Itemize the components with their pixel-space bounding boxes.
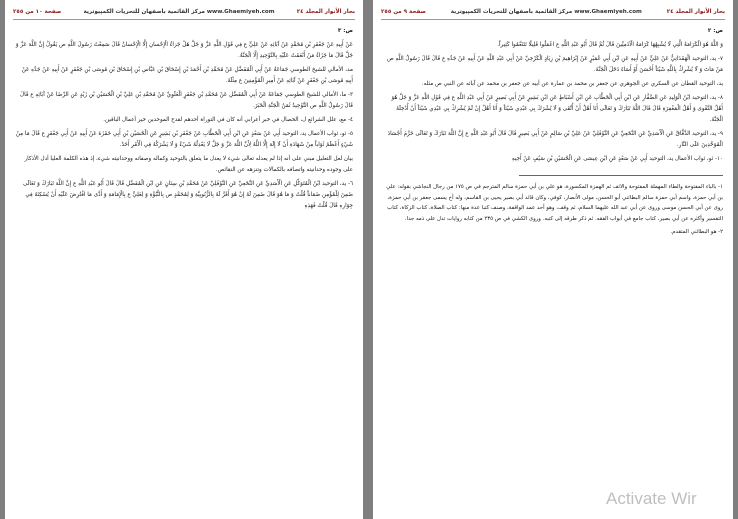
paragraph: ٨- يد، التوحيد ابْنُ الْوَلِيدِ عَنِ الصَّفَّارِ عَنِ ابْنِ أَبِي الْخَطَّابِ عَنِ ابْنِ أَسْبَاطٍ عَنِ ابْنِ بَشِيرٍ عَنْ أَبِي بَصِيرٍ عَنْ أَبِي عَبْدِ اللَّهِ ع فِي قَوْلِ اللَّهِ عَزَّ وَ جَلَّ هُوَ أَهْلُ التَّقْوى وَ أَهْلُ الْمَغْفِرَةِ قَالَ قَالَ اللَّهُ تَبَارَكَ وَ تَعَالَى أَنَا أَهْلٌ أَنْ أُتَّقَى وَ لَا يُشْرَكَ بِي عَبْدِي شَيْئاً وَ أَنَا أَهْلٌ إِنْ لَمْ يُشْرِكْ بِي عَبْدِي شَيْئاً أَنْ أُدْخِلَهُ الْجَنَّةَ. xyxy=(391,95,723,123)
paragraph: ٦- يد، التوحيد ابْنُ الْمُتَوَكِّلِ عَنِ الْأَسَدِيِّ عَنِ النَّخَعِيِّ عَنِ النَّوْفَلِيِّ عَنْ مُحَمَّدِ بْنِ سِنَانٍ عَنِ ابْنِ الْمُفَضَّلِ قَالَ قَالَ أَبُو عَبْدِ اللَّهِ ع إِنَّ اللَّهَ تَبَارَكَ وَ تَعَالَى ضَمِنَ لِلْمُؤْمِنِ ضَمَاناً قُلْتُ وَ مَا هُوَ قَالَ ضَمِنَ لَهُ إِنْ هُوَ أَقَرَّ لَهُ بِالرُّبُوبِيَّةِ وَ لِمُحَمَّدٍ ص بِالنُّبُوَّةِ وَ لِعَلِيٍّ ع بِالْإِمَامَةِ وَ أَدَّى مَا افْتُرِضَ عَلَيْهِ أَنْ يُسْكِنَهُ فِي جِوَارِهِ قَالَ قُلْتُ فَهَذِهِ xyxy=(23,181,353,209)
activation-watermark: Activate Wir xyxy=(606,489,697,508)
paragraph: ٧- يد، التوحيد الْهَمْدَانِيُّ عَنْ عَلِيٍّ عَنْ أَبِيهِ عَنِ ابْنِ أَبِي عُمَيْرٍ عَنْ إِبْرَاهِيمَ بْنِ زِيَادٍ الْكَرْخِيِّ عَنْ أَبِي عَبْدِ اللَّهِ عَنْ أَبِيهِ عَنْ جَدِّهِ ع قَالَ قَالَ رَسُولُ اللَّهِ ص مَنْ مَاتَ وَ لَا يُشْرِكُ بِاللَّهِ شَيْئاً أَحْسَنَ أَوْ أَسَاءَ دَخَلَ الْجَنَّةَ. xyxy=(386,56,723,73)
paragraph: مد، الأمالي للشيخ الطوسي جَمَاعَةٌ عَنْ أَبِي الْمُفَضَّلِ عَنْ مُحَمَّدِ بْنِ أَحْمَدَ بْنِ إِسْحَاقَ بْنِ عَبَّاسِ بْنِ إِسْحَاقَ بْنِ مُوسَى بْنِ جَعْفَرٍ عَنْ أَبِيهِ عَنْ جَدِّهِ عَنْ أَبِيهِ مُوسَى بْنِ جَعْفَرٍ عَنْ آبَائِهِ عَنْ أَمِيرِ الْمُؤْمِنِينَ ع مِثْلَهُ. xyxy=(21,67,353,84)
page-marker: ص: ٢ xyxy=(707,28,723,34)
paragraph: ٩- يد، التوحيد الدَّقَّاقُ عَنِ الْأَسَدِيِّ عَنِ النَّخَعِيِّ عَنِ النَّوْفَلِيِّ عَنْ عَلِيِّ بْنِ سَالِمٍ عَنْ أَبِي بَصِيرٍ قَالَ قَالَ أَبُو عَبْدِ اللَّهِ ع إِنَّ اللَّهَ تَبَارَكَ وَ تَعَالَى حَرَّمَ أَجْسَادَ الْمُوَحِّدِينَ عَلَى النَّارِ. xyxy=(387,131,723,148)
page-header xyxy=(13,5,355,20)
site-name: www.Ghaemiyeh.com مركز القائمية باصفهان للتحريات الكمپيوترية xyxy=(83,9,275,15)
page-body xyxy=(15,26,353,509)
footnote: ١- بالباء المفتوحة والطاء المهملة المفتوحة والائف ثم الهمزة المكسورة، هو علي بن أبي حمزة سالم المترجم في ص ١٧٥ من رجال النجاشي بقوله: علي بن أبي حمزة، واسم أبي حمزة سالم البطائني أبو الحسن، مولى الأنصار، كوفي، وكان قائد أبي بصير يحيى بن القاسم، وله أخ يسمى جعفر بن أبي حمزة، روى عن أبي الحسن موسى وروى عن أبي عبد الله عليهما السلام، ثم وقف، وهو أحد عمد الواقفة، وصنف كتبا عدة منها: كتاب الصلاة، كتاب الزكاة، كتاب التفسير وأكثره عن أبي بصير، كتاب جامع في أبواب الفقه. ثم ذكر طرقه إلى كتبه. وروى الكشي في ص ٢٣٥ من كتابه روايات تدل على ذمه جدا. xyxy=(386,184,723,222)
paragraph: ٤- مع، علل الشرائع ل، الخصال في خبر أعرابي أنه كان في التوراة أحدهم لقدح الموحدين خير أعمال الباقين. xyxy=(103,117,353,123)
site-name: www.Ghaemiyeh.com مركز القائمية باصفهان للتحريات الكمپيوترية xyxy=(450,9,642,15)
book-title: بحار الأنوار المجلد ٢٤ xyxy=(666,9,725,15)
document-page-right xyxy=(373,0,733,519)
document-page-left xyxy=(5,0,363,519)
paragraph: ٣- ما، الأمالي للشيخ الطوسي جَمَاعَةٌ عَنْ أَبِي الْمُفَضَّلِ عَنْ مُحَمَّدِ بْنِ جَعْفَرٍ الْعَلَوِيِّ عَنْ مُحَمَّدِ بْنِ عَلِيِّ بْنِ الْحُسَيْنِ بْنِ زَيْدٍ عَنِ الرِّضَا عَنْ آبَائِهِ ع قَالَ قَالَ رَسُولُ اللَّهِ ص التَّوْحِيدُ ثَمَنُ الْجَنَّةِ الْخَبَرَ. xyxy=(20,92,353,109)
page-marker: ص: ٣ xyxy=(337,28,353,34)
paragraph: عَنْ أَبِيهِ عَنْ جَعْفَرِ بْنِ مُحَمَّدٍ عَنْ آبَائِهِ عَنْ عَلِيٍّ ع فِي قَوْلِ اللَّهِ عَزَّ وَ جَلَّ هَلْ جَزاءُ الْإِحْسانِ إِلَّا الْإِحْسانُ قَالَ سَمِعْتُ رَسُولَ اللَّهِ ص يَقُولُ إِنَّ اللَّهَ عَزَّ وَ جَلَّ قَالَ مَا جَزَاءُ مَنْ أَنْعَمْتُ عَلَيْهِ بِالتَّوْحِيدِ إِلَّا الْجَنَّةُ. xyxy=(15,42,353,59)
book-title: بحار الأنوار المجلد ٢٤ xyxy=(296,9,355,15)
paragraph: بيان لعل التعليل مبني على أنه إذا لم يعدله تعالى شيء لا يعدل ما يتعلق بالتوحيد وكماله وصفاته ووحدانيته شيء، إذ هذه الكلمة العليا أدل الأذكار على وجوده وحدانيته واتصافه بالكمالات وتنزهه عن النقائص. xyxy=(24,156,353,173)
paragraph: وَ اللَّهُ هُوَ الْكَرَامَةُ الَّتِي لَا يُشْبِهُهَا كَرَامَةُ الْآدَمِيِّينَ قَالَ ثُمَّ قَالَ أَبُو عَبْدِ اللَّهِ ع اعْمَلُوا قَلِيلًا تَتَنَعَّمُوا كَثِيراً. xyxy=(497,42,723,48)
footnote-divider xyxy=(519,175,723,176)
paragraph: ٥- ثو، ثواب الأعمال يد، التوحيد أَبِي عَنْ سَعْدٍ عَنِ ابْنِ أَبِي الْخَطَّابِ عَنْ جَعْفَرِ بْنِ بَشِيرٍ عَنِ الْحُسَيْنِ بْنِ أَبِي حَمْزَةَ عَنْ أَبِيهِ عَنْ أَبِي جَعْفَرٍ ع قَالَ مَا مِنْ شَيْءٍ أَعْظَمُ ثَوَاباً مِنْ شَهَادَةِ أَنْ لَا إِلَهَ إِلَّا اللَّهُ لِأَنَّ اللَّهَ عَزَّ وَ جَلَّ لَا يَعْدِلُهُ شَيْءٌ وَ لَا يَشْرَكُهُ فِي الْأَمْرِ أَحَدٌ. xyxy=(15,131,353,148)
page-body xyxy=(383,26,723,509)
paragraph: يد، التوحيد القطان عن السكري عن الجوهري عن جعفر بن محمد بن عمارة عن أبيه عن جعفر بن محمد عن آبائه عن النبي ص مثله. xyxy=(421,81,723,87)
page-number: صفحة ٩ من ٢٥٥ xyxy=(381,9,426,15)
paragraph: ١٠- ثو، ثواب الأعمال يد، التوحيد أَبِي عَنْ سَعْدٍ عَنِ ابْنِ عِيسَى عَنِ الْحُسَيْنِ بْنِ سَيْفٍ عَنْ أَخِيهِ xyxy=(511,156,723,162)
footnote: ٢- هو البطائني المتقدم. xyxy=(670,229,723,235)
page-header xyxy=(381,5,725,20)
page-number: صفحة ١٠ من ٢٥٥ xyxy=(13,9,62,15)
